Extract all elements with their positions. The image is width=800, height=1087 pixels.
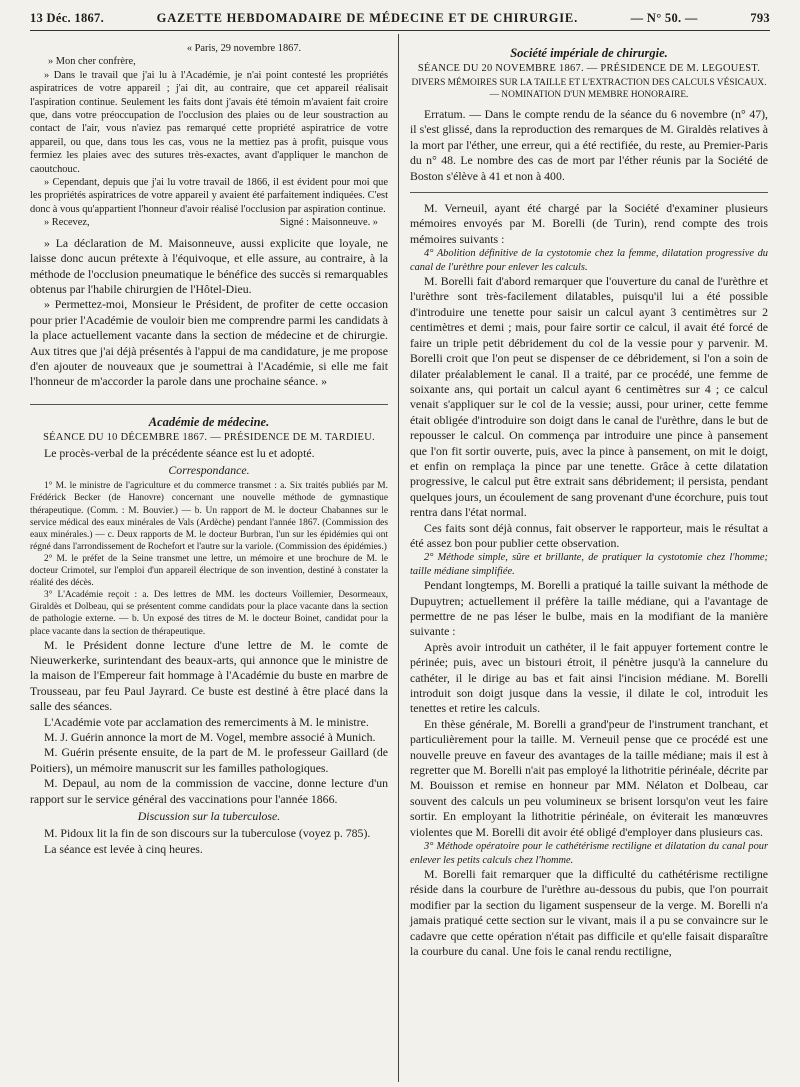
subheading: Discussion sur la tuberculose. xyxy=(137,809,281,824)
column-divider xyxy=(398,34,399,1082)
header-page: 793 xyxy=(750,10,770,25)
section-title: Société impériale de chirurgie. xyxy=(510,46,668,60)
letter-paragraph: » Dans le travail que j'ai lu à l'Académie, je n'ai point contesté les propriétés aspiratrices de votre appareil ; j'ai dit, au contraire, que cet appareil réalisait l'aspiration continue. Seulement les faits dont j'avais été témoin m'avaient fait croire que, dans votre préoccupation de l'occlusion des plaies ou de leur soustraction au contact de l'air, vous n'aviez pas remarqué cette propriété aspiratrice de votre appareil, ou que, dans tous les cas, vous ne la mettiez pas à profit, puisque vous fermiez les plaies avec des sutures très-exactes, avant d'appliquer le manchon de caoutchouc. xyxy=(30,69,388,175)
letter-signoff-row xyxy=(30,216,388,229)
paragraph: Après avoir introduit un cathéter, il le fait appuyer fortement contre le périnée; puis, avec un bistouri étroit, il pénètre jusqu'à la cannelure du cathéter, il le dirige au bas et fait ainsi l'incision médiane. M. Borelli introduit son doigt jusque dans la vessie, il dilate le col, introduit les tenettes et retire les calculs. xyxy=(410,639,768,716)
paragraph: M. Verneuil, ayant été chargé par la Société d'examiner plusieurs mémoires envoyés par M. Borelli (de Turin), rend compte des trois mémoires suivants : xyxy=(410,201,768,246)
header-rule xyxy=(30,30,770,31)
subheading: Correspondance. xyxy=(168,462,250,477)
paragraph: L'Académie vote par acclamation des remerciments à M. le ministre. xyxy=(44,714,369,729)
paragraph: Pendant longtemps, M. Borelli a pratiqué la taille suivant la méthode de Dupuytren; actuellement il préfère la taille médiane, qui a l'avantage de permettre de ne pas léser le bulbe, mais en la modifiant de la manière suivante : xyxy=(410,578,768,639)
header-title: GAZETTE HEBDOMADAIRE DE MÉDECINE ET DE CHIRURGIE. xyxy=(156,10,578,25)
letter-date: « Paris, 29 novembre 1867. xyxy=(186,43,302,54)
memoir-heading: 3° Méthode opératoire pour le cathétérisme rectiligne et dilatation du canal pour enlever les petits calculs chez l'homme. xyxy=(410,841,768,866)
paragraph: M. Pidoux lit la fin de son discours sur la tuberculose (voyez p. 785). xyxy=(44,826,371,841)
paragraph: M. le Président donne lecture d'une lettre de M. le comte de Nieuwerkerke, surintendant des beaux-arts, qui annonce que le ministre de la maison de l'Empereur fait hommage à l'Académie du buste en marbre de Trousseau, par feu Paul Jayrard. Ce buste est destiné à être placé dans la salle des séances. xyxy=(30,637,388,714)
right-column xyxy=(410,42,768,959)
paragraph: M. Borelli fait remarquer que la difficulté du cathétérisme rectiligne réside dans la courbure de l'urèthre au-dessous du pubis, que l'on pourrait modifier par la section du ligament suspenseur de la verge. M. Borelli n'a jamais pratiqué cette section sur le vivant, mais il a pu se convaincre sur le cadavre que cette opération n'était pas difficile et qu'elle faisait disparaître la courbure du canal. Une fois le canal rendu rectiligne, xyxy=(410,866,768,958)
erratum: Erratum. — Dans le compte rendu de la séance du 6 novembre (n° 47), il s'est glissé, dans la reproduction des remarques de M. Giraldès relatives à la mort par l'éther, une erreur, qui a été rectifiée, du reste, au Premier-Paris du n° 48. Le nombre des cas de mort par l'éther réunis par la Société de Boston s'élève à 41 et non à 400. xyxy=(410,107,768,183)
seance-subtitle: — NOMINATION D'UN MEMBRE HONORAIRE. xyxy=(489,89,689,100)
running-header xyxy=(30,6,770,30)
correspondence-item: 2° M. le préfet de la Seine transmet une lettre, un mémoire et une brochure de M. le docteur Crimotel, sur l'emploi d'un appareil électrique de son invention, destiné à constater la réalité des décès. xyxy=(30,553,388,589)
header-date: 13 Déc. 1867. xyxy=(30,10,105,25)
paragraph: » La déclaration de M. Maisonneuve, aussi explicite que loyale, ne laisse donc aucun prétexte à l'équivoque, et elle assure, au contraire, à la méthode de l'occlusion pneumatique le bénéfice des succès si remarquables obtenus par l'habile chirurgien de l'Hôtel-Dieu. xyxy=(30,235,388,296)
letter-salutation: » Mon cher confrère, xyxy=(48,56,136,68)
letter-paragraph: » Cependant, depuis que j'ai lu votre travail de 1866, il est évident pour moi que les propriétés aspiratrices de votre appareil y avaient été parfaitement indiquées. C'est donc à vous qu'appartient l'honneur d'avoir réalisé l'occlusion par aspiration continue. xyxy=(30,177,388,215)
section-rule xyxy=(410,192,768,193)
paragraph: Ces faits sont déjà connus, fait observer le rapporteur, mais le résultat a été assez bon pour publier cette observation. xyxy=(410,520,768,550)
paragraph: Le procès-verbal de la précédente séance est lu et adopté. xyxy=(44,445,315,460)
paragraph: » Permettez-moi, Monsieur le Président, de profiter de cette occasion pour prier l'Académie de vouloir bien me comprendre parmi les candidats à la place actuellement vacante dans la section de médecine et de chirurgie. Aux titres que j'ai déjà présentés à l'appui de ma candidature, je me propose d'en ajouter de nouveaux que je soumettrai à l'Académie, si elle me fait l'honneur de m'accorder la parole dans une prochaine séance. » xyxy=(30,297,388,389)
seance-line: SÉANCE DU 20 NOVEMBRE 1867. — PRÉSIDENCE DE M. LEGOUEST. xyxy=(417,63,761,75)
seance-line: SÉANCE DU 10 DÉCEMBRE 1867. — PRÉSIDENCE DE M. TARDIEU. xyxy=(43,432,375,444)
correspondence-item: 1° M. le ministre de l'agriculture et du commerce transmet : a. Six traités publiés par M. Frédérick Becker (de Hanovre) concernant une nouvelle méthode de gymnastique thérapeutique. (Comm. : M. Bouvier.) — b. Un rapport de M. le docteur Chabannes sur le service médical des eaux minérales de Vals (Ardèche) pendant l'année 1867. (Commission des eaux minérales.) — c. Deux rapports de M. le docteur Burbran, l'un sur les épidémies qui ont régné dans l'arrondissement de Rochefort et l'autre sur la variole. (Commission des épidémies.) xyxy=(30,481,388,552)
left-column xyxy=(30,42,388,857)
paragraph: M. Depaul, au nom de la commission de vaccine, donne lecture d'un rapport sur le service général des vaccinations pour l'année 1866. xyxy=(30,776,388,806)
memoir-heading: 2° Méthode simple, sûre et brillante, de pratiquer la cystotomie chez l'homme; taille médiane simplifiée. xyxy=(410,552,768,577)
paragraph: La séance est levée à cinq heures. xyxy=(44,841,203,856)
memoir-heading: 4° Abolition définitive de la cystotomie chez la femme, dilatation progressive du canal de l'urèthre pour enlever les calculs. xyxy=(410,248,768,273)
letter-signoff: » Recevez, xyxy=(44,217,90,229)
letter-signature: Signé : Maisonneuve. » xyxy=(279,217,378,229)
header-number: — N° 50. — xyxy=(630,10,698,25)
paragraph: M. Borelli fait d'abord remarquer que l'ouverture du canal de l'urèthre et l'urèthre sont très-facilement dilatables, puisqu'il lui a été possible d'introduire une tenette pour saisir un calcul ayant 3 centimètres sur 2 centimètres et demi ; mais, pour faire sortir ce calcul, il avait été forcé de faire un triple petit débridement du col de la vessie pour y parvenir. M. Borelli croit que l'on peut se dispenser de ce débridement, si l'on a soin de dilater préalablement le canal. Il a traité, par ce procédé, une femme de soixante ans, qui portait un calcul ayant 6 centimètres sur 4 ; ce calcul venait s'appliquer sur le col de la vessie; aussi, pour uriner, cette femme était obligée d'introduire son doigt dans le canal de l'urèthre, dans le but de repousser le calcul. On commença par introduire une pince à pansement que l'on fit sortir ouverte, puis, avec la pince à pansement, on mit le doigt, et enfin on remplaça la pince par une tenette. Grâce à cette dilatation progressive, le calcul put être extrait sans débridement; il persista, pendant quelques jours, un écoulement de sang provenant d'une écorchure, puis tout rentra dans l'état normal. xyxy=(410,274,768,520)
section-title: Académie de médecine. xyxy=(148,414,270,429)
paragraph: En thèse générale, M. Borelli a grand'peur de l'instrument tranchant, et particulièrement pour la taille. M. Verneuil pense que ce procédé est une nouvelle preuve en faveur des avantages de la taille médiane; mais il est à regretter que M. Borelli n'ait pas employé la lithotritie périnéale, décrite par M. Bouisson et remise en honneur par MM. Nélaton et Dolbeau, car souvent des calculs un peu volumineux se brisent lorsqu'on veut les faire sortir. En employant la lithotritie périnéale, on éviterait les manœuvres violentes que M. Borelli dit avoir été obligé d'employer dans plusieurs cas. xyxy=(410,716,768,839)
paragraph: M. Guérin présente ensuite, de la part de M. le professeur Gaillard (de Poitiers), un mémoire manuscrit sur les familles pathologiques. xyxy=(30,745,388,775)
seance-subtitle: DIVERS MÉMOIRES SUR LA TAILLE ET L'EXTRACTION DES CALCULS VÉSICAUX. xyxy=(411,77,767,88)
paragraph: M. J. Guérin annonce la mort de M. Vogel, membre associé à Munich. xyxy=(44,730,376,745)
section-rule xyxy=(30,404,388,405)
correspondence-item: 3° L'Académie reçoit : a. Des lettres de MM. les docteurs Voillemier, Desormeaux, Giraldès et Dolbeau, qui se présentent comme candidats pour la place vacante dans la section de pathologie externe. — b. Un exposé des titres de M. le docteur Boinet, candidat pour la place vacante dans la section de thérapeutique. xyxy=(30,590,388,637)
